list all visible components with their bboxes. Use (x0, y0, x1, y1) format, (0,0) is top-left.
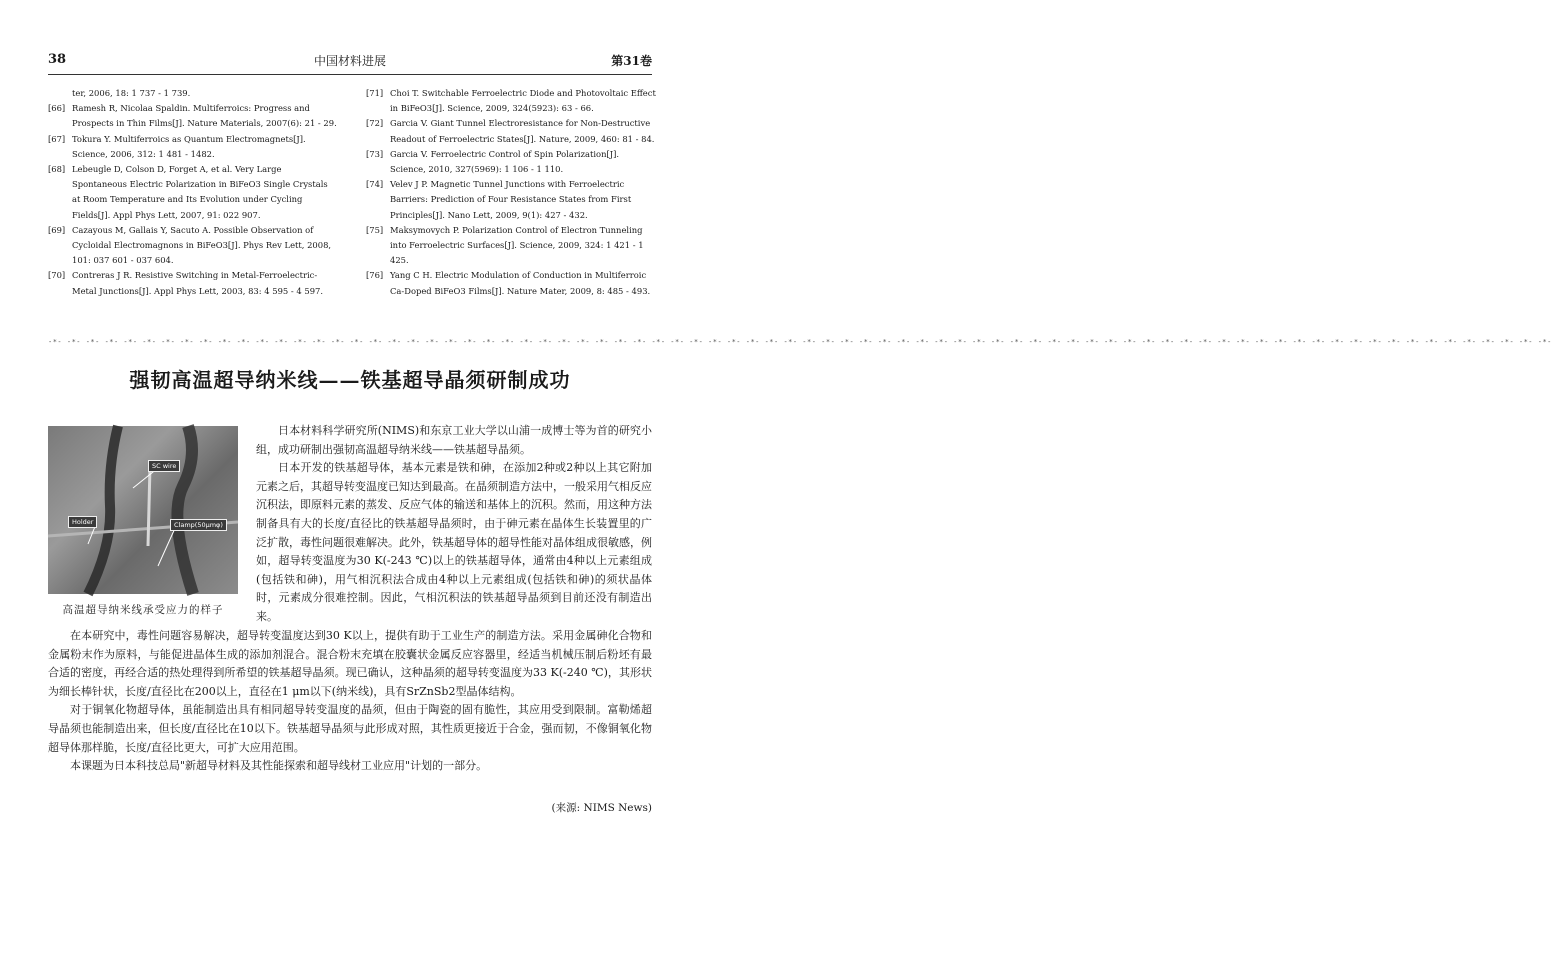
reference-item: [74] Velev J P. Magnetic Tunnel Junctions with Ferroelectric Barriers: Prediction of Four Resistance States from First Principles[J]. Nano Lett, 2009, 9(1): 427 - 432. (366, 179, 632, 220)
article-body-lower (48, 627, 652, 776)
volume-label: 第31卷 (611, 54, 652, 68)
reference-column-left (48, 86, 338, 299)
reference-item: [70] Contreras J R. Resistive Switching in Metal-Ferroelectric-Metal Junctions[J]. Appl Phys Lett, 2003, 83: 4 595 - 4 597. (48, 270, 324, 296)
reference-item: [76] Yang C H. Electric Modulation of Conduction in Multiferroic Ca-Doped BiFeO3 Films[J]. Nature Mater, 2009, 8: 485 - 493. (366, 270, 651, 296)
reference-item: [68] Lebeugle D, Colson D, Forget A, et al. Very Large Spontaneous Electric Polarization in BiFeO3 Single Crystals at Room Temperature and Its Evolution under Cycling Fields[J]. Appl Phys Lett, 2007, 91: 022 907. (48, 164, 328, 220)
paragraph: 对于铜氧化物超导体，虽能制造出具有相同超导转变温度的晶须，但由于陶瓷的固有脆性，其应用受到限制。富勒烯超导晶须也能制造出来，但长度/直径比在10以下。铁基超导晶须与此形成对照，其性质更接近于合金，强而韧，不像铜氧化物超导体那样脆，长度/直径比更大，可扩大应用范围。 (48, 703, 652, 754)
paragraph: 本课题为日本科技总局"新超导材料及其性能探索和超导线材工业应用"计划的一部分。 (70, 759, 488, 773)
reference-item: [73] Garcia V. Ferroelectric Control of Spin Polarization[J]. Science, 2010, 327(5969): 1 106 - 1 110. (366, 148, 620, 175)
paragraph: 日本开发的铁基超导体，基本元素是铁和砷，在添加2种或2种以上其它附加元素之后，其超导转变温度已知达到最高。在晶须制造方法中，一般采用气相反应沉积法，即原料元素的蒸发、反应气体的输送和基体上的沉积。然而，用这种方法制备具有大的长度/直径比的铁基超导晶须时，由于砷元素在晶体生长装置里的广泛扩散，毒性问题很难解决。此外，铁基超导体的超导性能对晶体组成很敏感，例如，超导转变温度为30 K(-243 ℃)以上的铁基超导体，通常由4种以上元素组成(包括铁和砷)，用气相沉积法合成由4种以上元素组成(包括铁和砷)的须状晶体时，元素成分很难控制。因此，气相沉积法的铁基超导晶须到目前还没有制造出来。 (256, 461, 652, 623)
reference-item: [72] Garcia V. Giant Tunnel Electroresistance for Non-Destructive Readout of Ferroelectric States[J]. Nature, 2009, 460: 81 - 84. (366, 118, 655, 144)
section-divider: -*- -*- -*- -*- -*- -*- -*- -*- -*- -*- -*- -*- -*- -*- -*- -*- -*- -*- -*- -*- -*- -*- -*- -*- -*- -*- -*- -*- -*- -*- -*- -*- -*- -*- -*- -*- -*- -*- -*- -*- -*- -*- -*- -*- -*- -*- -*- -*- -*- -*- -*- -*- -*- -*- -*- -*- -*- -*- -*- -*- -*- -*- -*- -*- -*- -*- -*- -*- -*- -*- -*- -*- -*- -*- -*- -*- -*- -*- -*- -*- (48, 338, 1552, 346)
figure-label-clamp: Clamp(50μmφ) (170, 519, 227, 531)
reference-item: [66] Ramesh R, Nicolaa Spaldin. Multiferroics: Progress and Prospects in Thin Films[J]. Nature Materials, 2007(6): 21 - 29. (48, 103, 337, 129)
page-number: 38 (48, 52, 67, 67)
article-body-upper (256, 422, 652, 627)
figure-caption: 高温超导纳米线承受应力的样子 (62, 604, 224, 616)
article-source: (来源: NIMS News) (551, 802, 652, 814)
figure-label-holder: Holder (68, 516, 97, 528)
reference-item: ter, 2006, 18: 1 737 - 1 739. (72, 88, 191, 98)
paragraph: 在本研究中，毒性问题容易解决，超导转变温度达到30 K以上，提供有助于工业生产的制造方法。采用金属砷化合物和金属粉末作为原料，与能促进晶体生成的添加剂混合。混合粉末充填在胶囊状金属反应容器里，经适当机械压制后粉坯有最合适的密度，再经合适的热处理得到所希望的铁基超导晶须。现已确认，这种晶须的超导转变温度为33 K(-240 ℃)，其形状为细长棒针状，长度/直径比在200以上，直径在1 μm以下(纳米线)，具有SrZnSb2型晶体结构。 (48, 629, 652, 698)
reference-list (48, 86, 656, 336)
page-header (48, 52, 652, 75)
journal-name: 中国材料进展 (313, 54, 386, 68)
figure-label-sc-wire: SC wire (148, 460, 180, 472)
reference-item: [69] Cazayous M, Gallais Y, Sacuto A. Possible Observation of Cycloidal Electromagnons in BiFeO3[J]. Phys Rev Lett, 2008, 101: 037 601 - 037 604. (48, 224, 332, 266)
article-title: 强韧高温超导纳米线——铁基超导晶须研制成功 (129, 368, 571, 392)
reference-item: [75] Maksymovych P. Polarization Control of Electron Tunneling into Ferroelectric Surfaces[J]. Science, 2009, 324: 1 421 - 1 425. (366, 224, 644, 266)
photo-illustration (48, 426, 238, 594)
paragraph: 日本材料科学研究所(NIMS)和东京工业大学以山浦一成博士等为首的研究小组，成功研制出强韧高温超导纳米线——铁基超导晶须。 (256, 424, 652, 456)
reference-item: [71] Choi T. Switchable Ferroelectric Diode and Photovoltaic Effect in BiFeO3[J]. Science, 2009, 324(5923): 63 - 66. (366, 88, 656, 114)
reference-column-right (366, 86, 656, 299)
figure-photo (48, 426, 238, 594)
reference-item: [67] Tokura Y. Multiferroics as Quantum Electromagnets[J]. Science, 2006, 312: 1 481 - 1482. (48, 133, 306, 159)
